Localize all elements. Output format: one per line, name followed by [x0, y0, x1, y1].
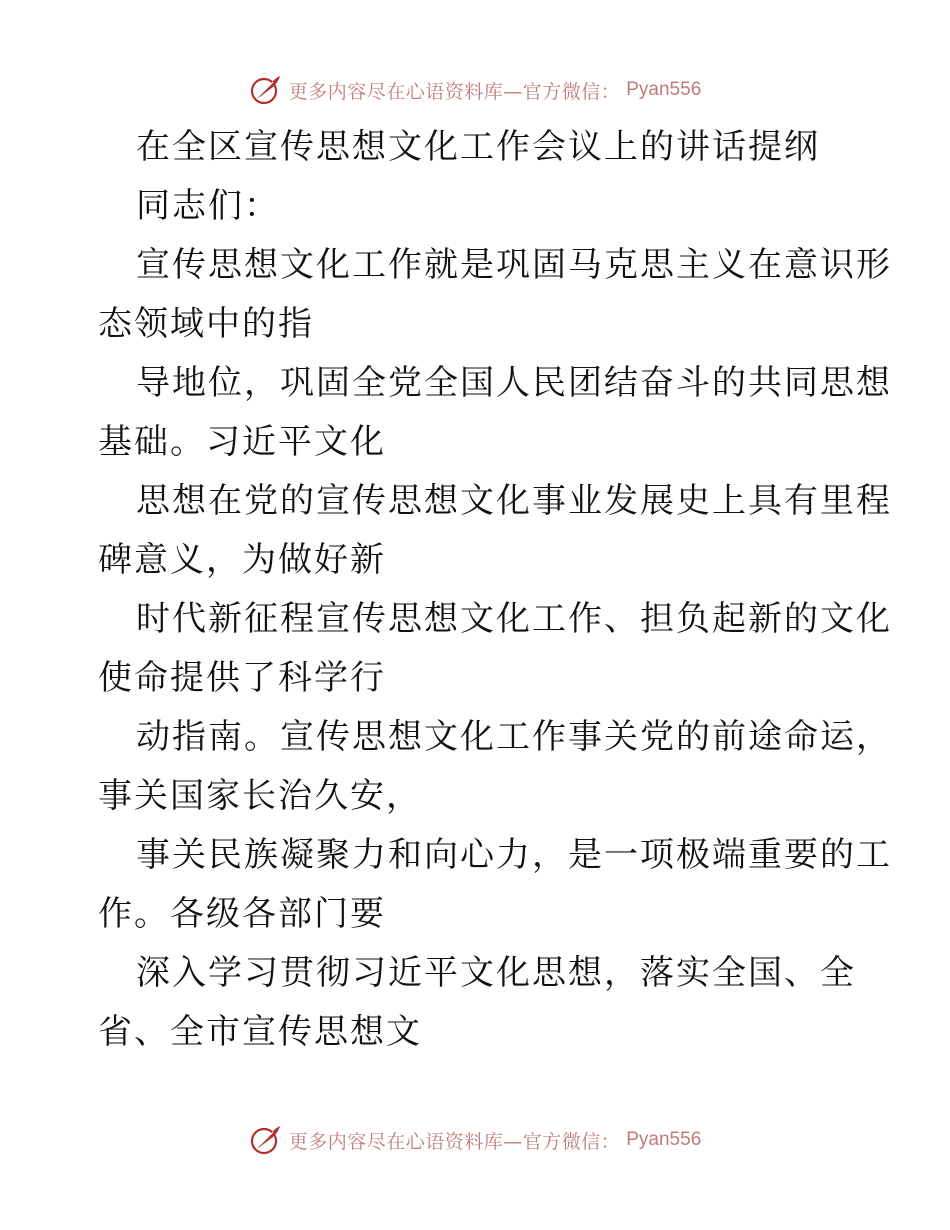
text-line: 思想在党的宣传思想文化事业发展史上具有里程 [136, 481, 892, 521]
watermark-text: 更多内容尽在心语资料库—官方微信： [288, 80, 621, 103]
feather-logo-icon [249, 73, 283, 107]
text-line: 动指南。宣传思想文化工作事关党的前途命运， [136, 717, 892, 757]
text-line: 态领域中的指 [98, 304, 314, 344]
text-line: 使命提供了科学行 [98, 658, 386, 698]
text-line: 作。各级各部门要 [98, 894, 386, 934]
document-title: 在全区宣传思想文化工作会议上的讲话提纲 [136, 127, 820, 167]
text-line: 碑意义，为做好新 [98, 540, 386, 580]
watermark-wechat-id: Pyan556 [626, 79, 702, 100]
watermark-footer [0, 1122, 950, 1158]
text-line: 时代新征程宣传思想文化工作、担负起新的文化 [136, 599, 892, 639]
text-line: 深入学习贯彻习近平文化思想，落实全国、全 [136, 953, 856, 993]
watermark-wechat-id: Pyan556 [626, 1129, 702, 1150]
text-line: 宣传思想文化工作就是巩固马克思主义在意识形 [136, 245, 892, 285]
text-line: 事关国家长治久安， [98, 776, 422, 816]
watermark-header [0, 72, 950, 108]
greeting: 同志们： [136, 186, 280, 226]
text-line: 省、全市宣传思想文 [98, 1012, 422, 1052]
feather-logo-icon [249, 1123, 283, 1157]
watermark-text: 更多内容尽在心语资料库—官方微信： [288, 1130, 621, 1153]
text-line: 事关民族凝聚力和向心力，是一项极端重要的工 [136, 835, 892, 875]
document-body [98, 118, 892, 1062]
text-line: 导地位，巩固全党全国人民团结奋斗的共同思想 [136, 363, 892, 403]
text-line: 基础。习近平文化 [98, 422, 386, 462]
